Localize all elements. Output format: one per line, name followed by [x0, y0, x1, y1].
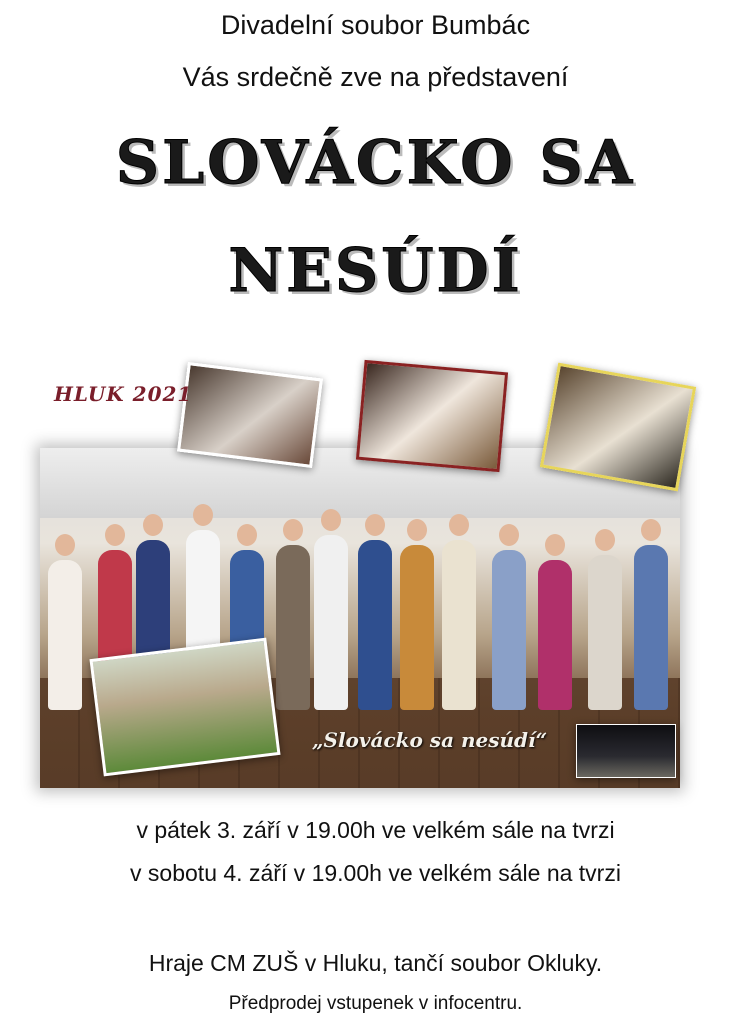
show-title-line-2: NESÚDÍ — [228, 236, 523, 306]
hluk-badge: HLUK 2021 — [54, 382, 193, 406]
performer-figure — [358, 540, 392, 710]
performance-date-2: v sobotu 4. září v 19.00h ve velkém sále na tvrzi — [130, 860, 621, 886]
performer-figure — [634, 545, 668, 710]
thumbnail-photo-5 — [576, 724, 676, 778]
thumbnail-photo-2 — [356, 360, 508, 472]
performer-figure — [314, 535, 348, 710]
performance-date-1: v pátek 3. září v 19.00h ve velkém sále na tvrzi — [136, 817, 615, 843]
performer-figure — [276, 545, 310, 710]
organizer-line: Divadelní soubor Bumbác — [220, 10, 531, 40]
performer-figure — [588, 555, 622, 710]
performer-figure — [400, 545, 434, 710]
thumbnail-photo-1 — [177, 362, 323, 468]
collage-caption: „Slovácko sa nesúdí“ — [312, 728, 548, 752]
performer-figure — [442, 540, 476, 710]
music-note: Hraje CM ZUŠ v Hluku, tančí soubor Okluky. — [148, 950, 603, 976]
photo-collage — [30, 362, 690, 792]
performer-figure — [48, 560, 82, 710]
show-title-line-1: SLOVÁCKO SA — [115, 128, 636, 198]
presale-note: Předprodej vstupenek v infocentru. — [228, 993, 523, 1014]
thumbnail-photo-4 — [89, 638, 280, 777]
performer-figure — [538, 560, 572, 710]
invitation-line: Vás srdečně zve na představení — [182, 62, 569, 92]
performer-figure — [492, 550, 526, 710]
